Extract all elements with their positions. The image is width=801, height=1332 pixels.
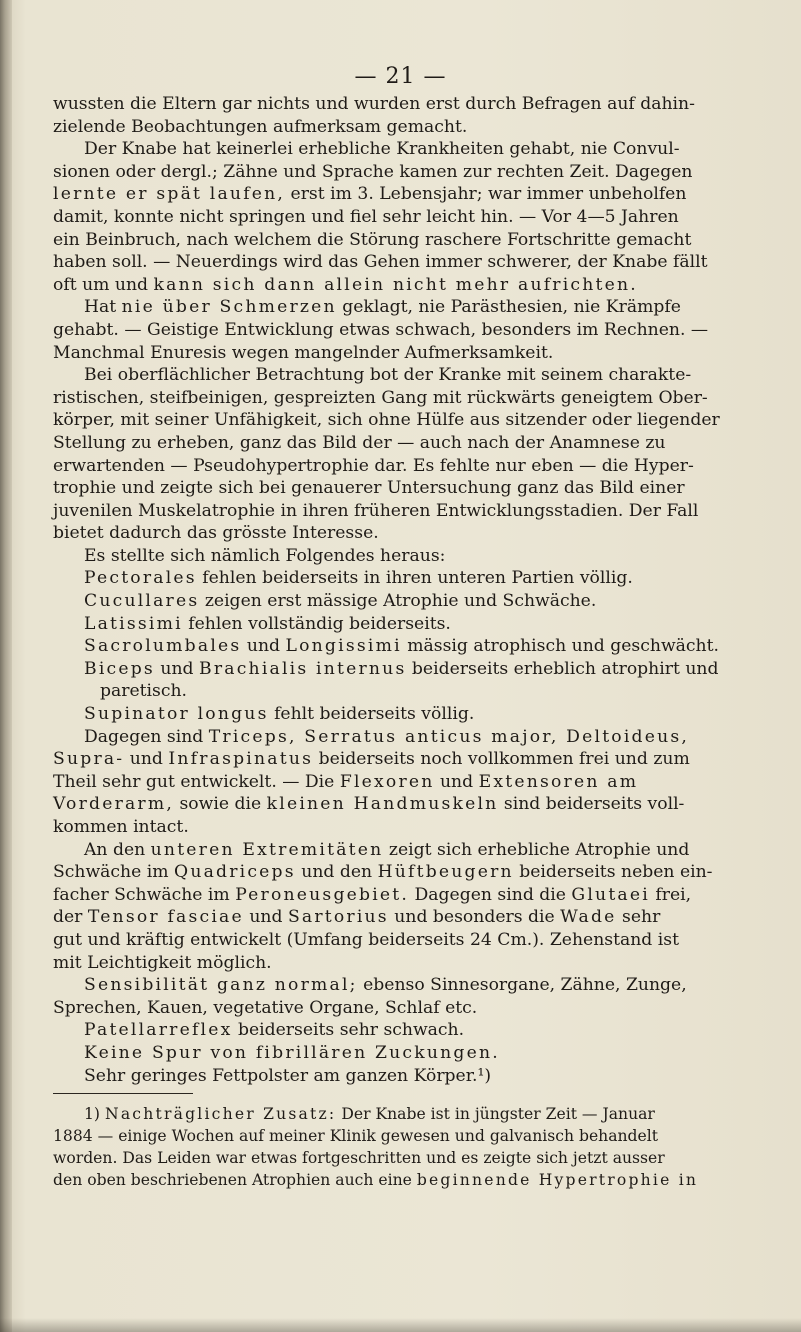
text-line: ein Beinbruch, nach welchem die Störung raschere Fortschritte gemacht	[53, 229, 692, 250]
text-run: und	[434, 771, 479, 792]
text-line	[53, 771, 765, 794]
text-run: zeigt sich erhebliche Atrophie und	[383, 839, 690, 860]
text-line	[53, 726, 765, 749]
text-run: Theil sehr gut entwickelt. — Die	[53, 771, 340, 792]
text-run: der	[53, 907, 88, 928]
spaced-emphasis: kann sich dann allein nicht mehr aufrichten.	[153, 274, 638, 295]
text-run: beiderseits noch vollkommen frei und zum	[313, 749, 690, 770]
spaced-emphasis: Sartorius	[287, 907, 389, 928]
text-run: und	[241, 636, 286, 657]
spaced-emphasis: Glutaei	[571, 884, 650, 905]
text-line	[53, 748, 765, 771]
text-run: facher Schwäche im	[53, 884, 236, 905]
text-run: beiderseits erheblich atrophirt und	[406, 658, 719, 679]
spaced-emphasis: Flexoren	[339, 771, 435, 792]
spaced-emphasis: Supra-	[53, 749, 125, 770]
text-run: sehr	[616, 907, 661, 928]
muscle-name: Latissimi	[84, 613, 183, 634]
spaced-emphasis: Vorderarm,	[53, 794, 175, 815]
text-run: geklagt, nie Parästhesien, nie Krämpfe	[336, 297, 681, 318]
spaced-emphasis: Extensoren am	[478, 771, 639, 792]
text-line: zielende Beobachtungen aufmerksam gemacht.	[53, 116, 468, 137]
text-line: erwartenden — Pseudohypertrophie dar. Es fehlte nur eben — die Hyper-	[53, 455, 694, 476]
spaced-emphasis: Quadriceps	[174, 862, 296, 883]
text-line	[53, 274, 765, 297]
spaced-emphasis: Hüftbeugern	[377, 862, 514, 883]
text-run: An den	[84, 839, 151, 860]
footnote-line: 1884 — einige Wochen auf meiner Klinik gewesen und galvanisch behandelt	[53, 1126, 659, 1145]
text-line: gut und kräftig entwickelt (Umfang beiderseits 24 Cm.). Zehenstand ist	[53, 929, 680, 950]
muscle-line	[53, 658, 765, 681]
text-line	[53, 861, 765, 884]
spaced-emphasis: Infraspinatus	[168, 749, 314, 770]
spaced-emphasis: Tensor fasciae	[87, 907, 244, 928]
spaced-emphasis: lernte er spät laufen,	[53, 184, 286, 205]
page-bottom-shadow	[0, 1318, 801, 1332]
text-line: kommen intact.	[53, 817, 189, 837]
text-line	[53, 884, 765, 907]
text-run: und	[154, 658, 200, 679]
spaced-emphasis: unteren Extremitäten	[150, 839, 384, 860]
text-line: Keine Spur von fibrillären Zuckungen.	[84, 1042, 500, 1063]
page-number: — 21 —	[354, 64, 447, 89]
text-run: oft um und	[53, 274, 154, 295]
muscle-name: Longissimi	[285, 636, 402, 657]
text-line: Sprechen, Kauen, vegetative Organe, Schlaf etc.	[53, 997, 478, 1018]
text-run: fehlen beiderseits in ihren unteren Partien völlig.	[196, 568, 633, 589]
text-run: und	[124, 749, 169, 770]
text-line	[53, 906, 765, 929]
footnote-line	[53, 1170, 765, 1192]
text-line: paretisch.	[100, 681, 188, 702]
spaced-emphasis: kleinen Handmuskeln	[266, 794, 499, 815]
text-run: den oben beschriebenen Atrophien auch eine	[53, 1170, 417, 1189]
muscle-line	[53, 613, 765, 636]
text-run: ebenso Sinnesorgane, Zähne, Zunge,	[357, 975, 687, 996]
muscle-name: Pectorales	[84, 568, 197, 589]
spaced-emphasis: beginnende Hypertrophie in	[416, 1170, 699, 1189]
text-line: juvenilen Muskelatrophie in ihren früheren Entwicklungsstadien. Der Fall	[53, 500, 699, 521]
text-line: Der Knabe hat keinerlei erhebliche Krankheiten gehabt, nie Convul-	[84, 139, 680, 160]
footnote	[53, 1104, 765, 1191]
text-line	[53, 793, 765, 816]
muscle-line	[53, 590, 765, 613]
text-run: Dagegen sind	[84, 726, 209, 747]
footnote-rule	[53, 1093, 193, 1094]
book-spine-shadow	[0, 0, 12, 1332]
text-run: sowie die	[174, 794, 267, 815]
muscle-line	[53, 635, 765, 658]
footnote-marker: 1)	[84, 1105, 105, 1124]
text-line: Manchmal Enuresis wegen mangelnder Aufmerksamkeit.	[53, 342, 554, 363]
text-line	[53, 296, 765, 319]
text-line: damit, konnte nicht springen und fiel sehr leicht hin. — Vor 4—5 Jahren	[53, 206, 679, 227]
text-line: mit Leichtigkeit möglich.	[53, 952, 272, 973]
footnote-line: worden. Das Leiden war etwas fortgeschritten und es zeigte sich jetzt ausser	[53, 1148, 665, 1167]
text-run: und den	[295, 862, 378, 883]
muscle-name: Brachialis internus	[199, 658, 407, 679]
text-run: Hat	[84, 297, 122, 318]
text-line	[53, 183, 765, 206]
spaced-emphasis: Nachträglicher Zusatz:	[104, 1105, 337, 1124]
text-run: Schwäche im	[53, 862, 175, 883]
text-line	[53, 974, 765, 997]
text-line: trophie und zeigte sich bei genauerer Untersuchung ganz das Bild einer	[53, 478, 685, 499]
spaced-emphasis: Wade	[560, 907, 617, 928]
text-line: haben soll. — Neuerdings wird das Gehen immer schwerer, der Knabe fällt	[53, 252, 708, 273]
spaced-emphasis: Sensibilität ganz normal;	[84, 975, 358, 996]
text-run: beiderseits sehr schwach.	[232, 1020, 465, 1041]
text-line: ristischen, steifbeinigen, gespreizten Gang mit rückwärts geneigtem Ober-	[53, 387, 708, 408]
text-run: und	[243, 907, 288, 928]
text-run: erst im 3. Lebensjahr; war immer unbeholfen	[285, 184, 687, 205]
text-line	[53, 1019, 765, 1042]
text-run: Der Knabe ist in jüngster Zeit — Januar	[336, 1105, 655, 1124]
text-run: frei,	[649, 884, 692, 905]
muscle-name: Biceps	[84, 658, 155, 679]
text-line: sionen oder dergl.; Zähne und Sprache kamen zur rechten Zeit. Dagegen	[53, 161, 693, 182]
muscle-name: Sacrolumbales	[84, 636, 242, 657]
muscle-line	[53, 703, 765, 726]
muscle-name: Supinator longus	[84, 704, 269, 725]
text-line: bietet dadurch das grösste Interesse.	[53, 523, 379, 544]
text-run: sind beiderseits voll-	[498, 794, 685, 815]
spaced-emphasis: nie über Schmerzen	[121, 297, 337, 318]
text-run: zeigen erst mässige Atrophie und Schwäche.	[199, 591, 597, 612]
footnote-line	[53, 1104, 765, 1126]
text-run: fehlen vollständig beiderseits.	[182, 613, 451, 634]
text-line: wussten die Eltern gar nichts und wurden erst durch Befragen auf dahin-	[53, 94, 695, 114]
text-line: Stellung zu erheben, ganz das Bild der — auch nach der Anamnese zu	[53, 432, 666, 453]
spaced-emphasis: Triceps, Serratus anticus major, Deltoideus,	[208, 726, 690, 747]
text-run: mässig atrophisch und geschwächt.	[401, 636, 719, 657]
text-line: Sehr geringes Fettpolster am ganzen Körper.¹)	[84, 1065, 492, 1086]
spaced-emphasis: Patellarreflex	[84, 1020, 233, 1041]
muscle-name: Cucullares	[84, 591, 200, 612]
text-line	[53, 839, 765, 862]
text-run: beiderseits neben ein-	[513, 862, 713, 883]
text-line: Bei oberflächlicher Betrachtung bot der Kranke mit seinem charakte-	[84, 365, 692, 386]
spaced-emphasis: Peroneusgebiet.	[235, 884, 410, 905]
text-line: körper, mit seiner Unfähigkeit, sich ohne Hülfe aus sitzender oder liegender	[53, 410, 720, 431]
muscle-line	[53, 567, 765, 590]
text-line: Es stellte sich nämlich Folgendes heraus:	[84, 545, 446, 566]
text-run: und besonders die	[388, 907, 561, 928]
text-line: gehabt. — Geistige Entwicklung etwas schwach, besonders im Rechnen. —	[53, 319, 709, 340]
text-run: fehlt beiderseits völlig.	[268, 704, 475, 725]
text-run: Dagegen sind die	[409, 884, 572, 905]
main-text	[53, 93, 765, 1191]
